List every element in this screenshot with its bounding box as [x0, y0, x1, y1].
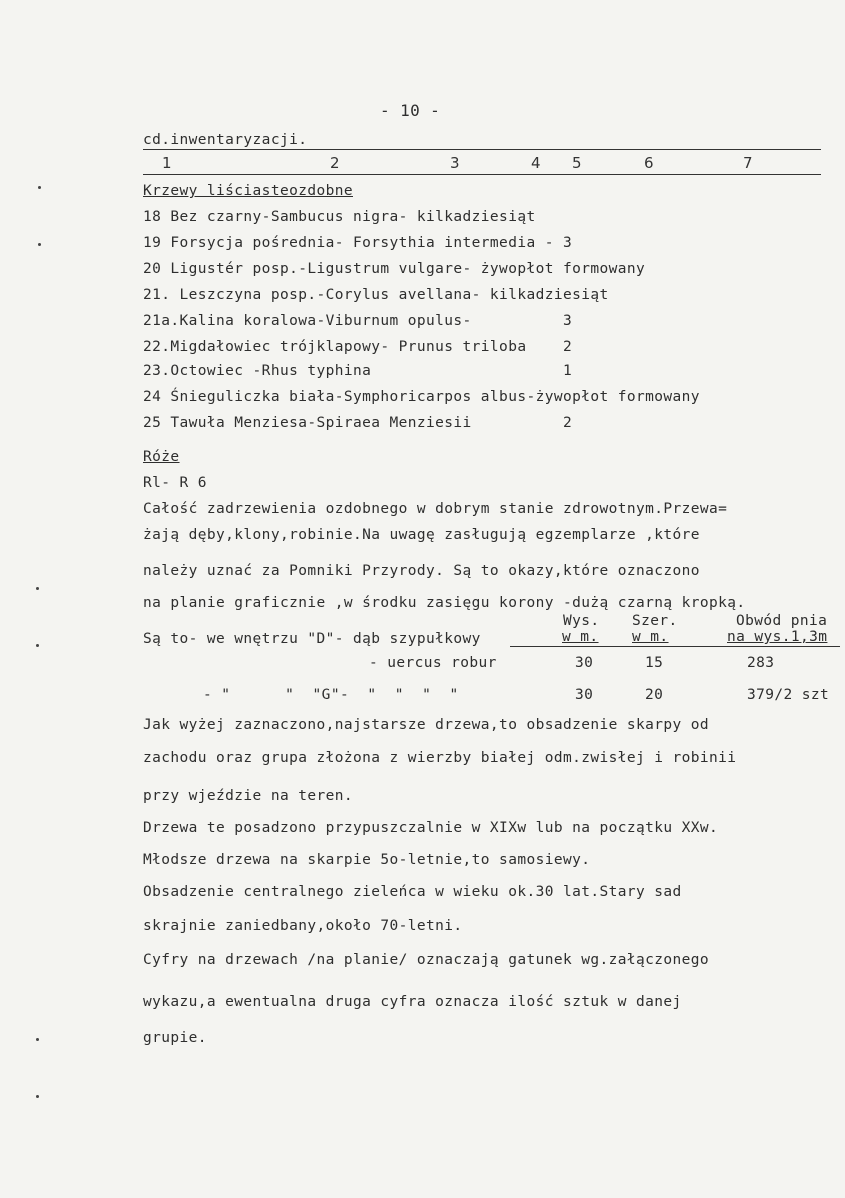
height-header-2: w m.	[562, 629, 599, 645]
table-row-label: - " " "G"- " " " "	[203, 687, 459, 703]
girth-header-1: Obwód pnia	[736, 613, 828, 629]
paragraph-line: Drzewa te posadzono przypuszczalnie w XIXw lub na początku XXw.	[143, 820, 719, 836]
paragraph-line: Jak wyżej zaznaczono,najstarsze drzewa,to obsadzenie skarpy od	[143, 717, 710, 733]
roses-range: Rl- R 6	[143, 475, 207, 491]
column-number-6: 6	[644, 154, 654, 172]
table-row-girth: 379/2 szt	[747, 687, 830, 703]
column-number-7: 7	[743, 154, 753, 172]
paragraph-line: żają dęby,klony,robinie.Na uwagę zasługują egzemplarze ,które	[143, 527, 700, 543]
paragraph-line: przy wjeździe na teren.	[143, 788, 353, 804]
list-item: 22.Migdałowiec trójklapowy- Prunus triloba 2	[143, 339, 573, 355]
column-number-2: 2	[330, 154, 340, 172]
list-item: 25 Tawuła Menziesa-Spiraea Menziesii 2	[143, 415, 573, 431]
margin-dot	[38, 186, 41, 189]
list-item: 20 Ligustér posp.-Ligustrum vulgare- żywopłot formowany	[143, 261, 646, 277]
paragraph-line: należy uznać za Pomniki Przyrody. Są to okazy,które oznaczono	[143, 563, 700, 579]
paragraph-line: grupie.	[143, 1030, 207, 1046]
width-header-2: w m.	[632, 629, 669, 645]
column-number-rule	[143, 174, 821, 175]
page-number: - 10 -	[380, 101, 441, 120]
table-row-height: 30	[575, 687, 594, 703]
paragraph-line: Całość zadrzewienia ozdobnego w dobrym stanie zdrowotnym.Przewa=	[143, 501, 728, 517]
height-header-1: Wys.	[563, 613, 600, 629]
monument-lead: Są to- we wnętrzu "D"- dąb szypułkowy	[143, 631, 481, 647]
list-item: 23.Octowiec -Rhus typhina 1	[143, 363, 573, 379]
girth-header-2: na wys.1,3m	[727, 629, 828, 645]
column-number-1: 1	[162, 154, 172, 172]
table-row-label: - uercus robur	[369, 655, 497, 671]
list-item: 21a.Kalina koralowa-Viburnum opulus- 3	[143, 313, 573, 329]
column-number-3: 3	[450, 154, 460, 172]
paragraph-line: skrajnie zaniedbany,około 70-letni.	[143, 918, 463, 934]
margin-dot	[36, 644, 39, 647]
table-row-height: 30	[575, 655, 594, 671]
list-item: 18 Bez czarny-Sambucus nigra- kilkadziesiąt	[143, 209, 536, 225]
margin-dot	[36, 1038, 39, 1041]
margin-dot	[38, 243, 41, 246]
width-header-1: Szer.	[632, 613, 678, 629]
table-row-girth: 283	[747, 655, 775, 671]
paragraph-line: Cyfry na drzewach /na planie/ oznaczają gatunek wg.załączonego	[143, 952, 710, 968]
paragraph-line: zachodu oraz grupa złożona z wierzby białej odm.zwisłej i robinii	[143, 750, 737, 766]
monument-header-rule	[510, 646, 840, 647]
paragraph-line: na planie graficznie ,w środku zasięgu korony -dużą czarną kropką.	[143, 595, 746, 611]
shrubs-heading: Krzewy liściasteozdobne	[143, 183, 353, 199]
list-item: 21. Leszczyna posp.-Corylus avellana- kilkadziesiąt	[143, 287, 609, 303]
list-item: 24 Śnieguliczka biała-Symphoricarpos albus-żywopłot formowany	[143, 389, 700, 405]
table-row-width: 20	[645, 687, 664, 703]
paragraph-line: wykazu,a ewentualna druga cyfra oznacza ilość sztuk w danej	[143, 994, 682, 1010]
table-caption: cd.inwentaryzacji.	[143, 132, 308, 148]
margin-dot	[36, 587, 39, 590]
margin-dot	[36, 1095, 39, 1098]
paragraph-line: Młodsze drzewa na skarpie 5o-letnie,to samosiewy.	[143, 852, 591, 868]
paragraph-line: Obsadzenie centralnego zieleńca w wieku ok.30 lat.Stary sad	[143, 884, 682, 900]
table-top-rule	[143, 149, 821, 150]
column-number-4: 4	[531, 154, 541, 172]
roses-heading: Róże	[143, 449, 180, 465]
column-number-5: 5	[572, 154, 582, 172]
list-item: 19 Forsycja pośrednia- Forsythia intermedia - 3	[143, 235, 573, 251]
table-row-width: 15	[645, 655, 664, 671]
